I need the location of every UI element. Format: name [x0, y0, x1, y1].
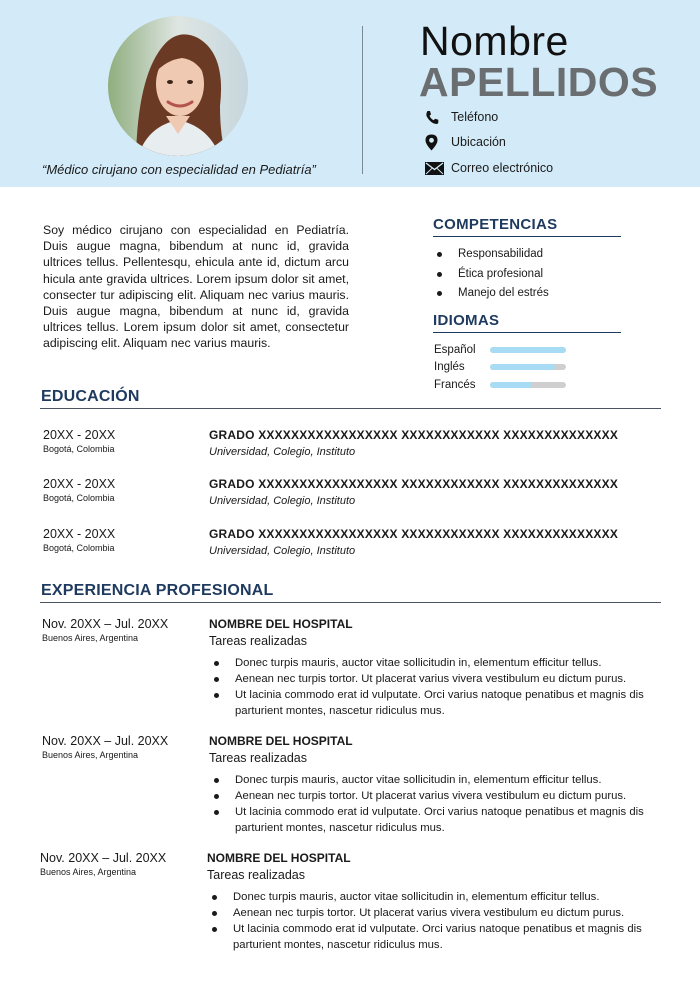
contact-email: [425, 159, 553, 177]
language-row: [434, 378, 566, 392]
contact-phone-label: Teléfono: [451, 110, 499, 124]
experience-hospital: NOMBRE DEL HOSPITAL: [207, 851, 351, 865]
experience-city: Buenos Aires, Argentina: [40, 867, 137, 877]
experience-entry: [40, 851, 700, 951]
language-name: Francés: [434, 379, 476, 391]
list-item: Aenean nec turpis tortor. Ut placerat varius vivera vestibulum eu dictum purus.: [214, 671, 654, 687]
language-row: [434, 360, 566, 374]
bullet-icon: [214, 778, 219, 783]
experience-tasks-label: Tareas realizadas: [207, 868, 305, 882]
education-period: 20XX - 20XX: [43, 428, 116, 442]
profile-photo: [108, 16, 248, 156]
experience-hospital: NOMBRE DEL HOSPITAL: [209, 617, 353, 631]
bullet-icon: [214, 677, 219, 682]
bullet-icon: [437, 291, 442, 296]
list-item: Donec turpis mauris, auctor vitae sollicitudin in, elementum efficitur tellus.: [212, 889, 652, 905]
contact-phone: [425, 108, 498, 126]
experience-bullets: [212, 889, 652, 953]
bullet-icon: [212, 895, 217, 900]
language-level-bar: [490, 382, 566, 388]
skills-title: COMPETENCIAS: [433, 216, 558, 233]
bullet-icon: [214, 661, 219, 666]
experience-entry: [42, 617, 700, 717]
language-name: Inglés: [434, 361, 465, 373]
profile-photo-icon: [108, 16, 248, 156]
bullet-icon: [212, 911, 217, 916]
skills-divider: [433, 236, 621, 237]
experience-city: Buenos Aires, Argentina: [42, 750, 139, 760]
bullet-icon: [214, 810, 219, 815]
contact-location: [425, 133, 506, 151]
language-row: [434, 343, 566, 357]
experience-entry: [42, 734, 700, 834]
skill-item: Ética profesional: [437, 266, 549, 286]
experience-bullets: [214, 772, 654, 836]
language-level-fill: [490, 382, 532, 388]
education-city: Bogotá, Colombia: [43, 444, 115, 454]
experience-title: EXPERIENCIA PROFESIONAL: [41, 582, 274, 599]
contact-email-label: Correo electrónico: [451, 161, 554, 175]
education-city: Bogotá, Colombia: [43, 493, 115, 503]
education-divider: [40, 408, 661, 409]
experience-period: Nov. 20XX – Jul. 20XX: [42, 617, 169, 631]
experience-bullets: [214, 655, 654, 719]
experience-divider: [40, 602, 661, 603]
professional-tagline: “Médico cirujano con especialidad en Pediatría”: [42, 162, 316, 177]
education-period: 20XX - 20XX: [43, 477, 116, 491]
bullet-icon: [437, 272, 442, 277]
language-level-fill: [490, 364, 555, 370]
education-school: Universidad, Colegio, Instituto: [209, 495, 356, 507]
education-school: Universidad, Colegio, Instituto: [209, 446, 356, 458]
list-item: Ut lacinia commodo erat id vulputate. Orci varius natoque penatibus et magnis dis parturient montes, nascetur ridiculus mus.: [212, 921, 652, 953]
list-item: Donec turpis mauris, auctor vitae sollicitudin in, elementum efficitur tellus.: [214, 772, 654, 788]
list-item: Aenean nec turpis tortor. Ut placerat varius vivera vestibulum eu dictum purus.: [212, 905, 652, 921]
experience-period: Nov. 20XX – Jul. 20XX: [42, 734, 169, 748]
last-name: APELLIDOS: [419, 59, 659, 105]
education-entry: [0, 477, 700, 517]
bullet-icon: [437, 252, 442, 257]
languages-divider: [433, 332, 621, 333]
experience-tasks-label: Tareas realizadas: [209, 634, 307, 648]
language-level-bar: [490, 364, 566, 370]
location-pin-icon: [425, 133, 445, 151]
experience-period: Nov. 20XX – Jul. 20XX: [40, 851, 167, 865]
profile-summary: Soy médico cirujano con especialidad en Pediatría. Duis augue magna, bibendum at nunc id, gravida ultrices tellus. Pellentesqu, ehicula ante id, dictum arcu hicula ante gravida ultrices. Lorem ipsum dolor sit amet, consecter tur adipiscing elit. Aliquam nec varius mauris. Duis augue magna, bibendum at nunc id, gravida ultrices tellus. Lorem ipsum dolor sit amet, consectetur adipiscing elit. Aliquam nec varius mauris.: [43, 223, 349, 351]
list-item: Aenean nec turpis tortor. Ut placerat varius vivera vestibulum eu dictum purus.: [214, 788, 654, 804]
list-item: Ut lacinia commodo erat id vulputate. Orci varius natoque penatibus et magnis dis parturient montes, nascetur ridiculus mus.: [214, 687, 654, 719]
experience-city: Buenos Aires, Argentina: [42, 633, 139, 643]
skill-item: Responsabilidad: [437, 246, 549, 266]
phone-icon: [425, 108, 445, 126]
envelope-icon: [425, 159, 445, 177]
education-entry: [0, 428, 700, 468]
education-title: EDUCACIÓN: [41, 388, 140, 405]
skill-item: Manejo del estrés: [437, 285, 549, 305]
education-degree: GRADO XXXXXXXXXXXXXXXXX XXXXXXXXXXXX XXXXXXXXXXXXXX: [209, 477, 619, 491]
language-level-bar: [490, 347, 566, 353]
header-divider: [362, 26, 363, 174]
education-entry: [0, 527, 700, 567]
education-city: Bogotá, Colombia: [43, 543, 115, 553]
education-degree: GRADO XXXXXXXXXXXXXXXXX XXXXXXXXXXXX XXXXXXXXXXXXXX: [209, 428, 619, 442]
education-school: Universidad, Colegio, Instituto: [209, 545, 356, 557]
experience-hospital: NOMBRE DEL HOSPITAL: [209, 734, 353, 748]
bullet-icon: [214, 794, 219, 799]
bullet-icon: [212, 927, 217, 932]
language-name: Español: [434, 344, 476, 356]
experience-tasks-label: Tareas realizadas: [209, 751, 307, 765]
header-band: [0, 0, 700, 187]
list-item: Ut lacinia commodo erat id vulputate. Orci varius natoque penatibus et magnis dis parturient montes, nascetur ridiculus mus.: [214, 804, 654, 836]
first-name: Nombre: [420, 18, 569, 64]
education-period: 20XX - 20XX: [43, 527, 116, 541]
contact-location-label: Ubicación: [451, 135, 506, 149]
education-degree: GRADO XXXXXXXXXXXXXXXXX XXXXXXXXXXXX XXXXXXXXXXXXXX: [209, 527, 619, 541]
list-item: Donec turpis mauris, auctor vitae sollicitudin in, elementum efficitur tellus.: [214, 655, 654, 671]
languages-title: IDIOMAS: [433, 312, 500, 329]
bullet-icon: [214, 693, 219, 698]
skills-list: [437, 246, 549, 305]
language-level-fill: [490, 347, 566, 353]
